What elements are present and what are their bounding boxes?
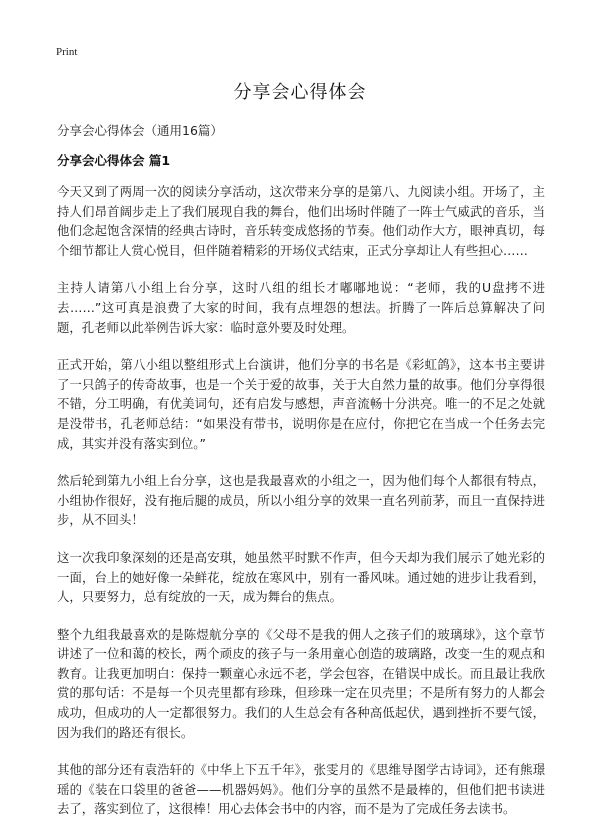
print-label: Print <box>56 46 78 58</box>
paragraph-6: 整个九组我最喜欢的是陈煜航分享的《父母不是我的佣人之孩子们的玻璃球》，这个章节讲述了一位和蔼的校长，两个顽皮的孩子与一条用童心创造的玻璃路，改变一生的观点和教育。让我更加明白：保持一颗童心永远不老，学会包容，在错误中成长。而且最让我欣赏的那句话：不是每一个贝壳里都有珍珠，但珍珠一定在贝壳里；不是所有努力的人都会成功，但成功的人一定都很努力。我们的人生总会有各种高低起伏，遇到挫折不要气馁，因为我们的路还有很长。 <box>57 626 545 740</box>
document-title: 分享会心得体会 <box>233 82 367 103</box>
paragraph-2: 主持人请第八小组上台分享，这时八组的组长才嘟嘟地说：“老师，我的U盘拷不进去……”这可真是浪费了大家的时间，我有点埋怨的想法。折腾了一阵后总算解决了问题，孔老师以此举例告诉大家：临时意外要及时处理。 <box>57 280 545 335</box>
paragraph-3: 正式开始，第八小组以整组形式上台演讲，他们分享的书名是《彩虹鸽》，这本书主要讲了一只鸽子的传奇故事，也是一个关于爱的故事，关于大自然力量的故事。他们分享得很不错，分工明确，有优美词句，还有启发与感想，声音流畅十分洪亮。唯一的不足之处就是没带书，孔老师总结：“如果没有带书，说明你是在应付，你把它在当成一个任务去完成，其实并没有落实到位。” <box>57 357 545 451</box>
paragraph-1: 今天又到了两周一次的阅读分享活动，这次带来分享的是第八、九阅读小组。开场了，主持人们昂首阔步走上了我们展现自我的舞台，他们出场时伴随了一阵士气威武的音乐，当他们念起饱含深情的经典古诗时，音乐转变成悠扬的节奏。他们动作大方，眼神真切，每个细节都让人赏心悦目，但伴随着精彩的开场仪式结束，正式分享却让人有些担心…… <box>57 184 545 258</box>
section-heading: 分享会心得体会 篇1 <box>57 153 171 168</box>
paragraph-5: 这一次我印象深刻的还是高安琪，她虽然平时默不作声，但今天却为我们展示了她光彩的一面，台上的她好像一朵鲜花，绽放在寒风中，别有一番风味。通过她的进步让我看到，人，只要努力，总有绽放的一天，成为舞台的焦点。 <box>57 549 545 605</box>
paragraph-7: 其他的部分还有袁浩轩的《中华上下五千年》，张雯月的《思维导图学古诗词》，还有熊璟瑶的《装在口袋里的爸爸——机器妈妈》。他们分享的虽然不是最棒的，但他们把书读进去了，落实到位了，这很棒！用心去体会书中的内容，而不是为了完成任务去读书。 <box>57 762 545 817</box>
article-body <box>57 182 545 837</box>
document-subtitle: 分享会心得体会（通用16篇） <box>57 123 223 138</box>
paragraph-4: 然后轮到第九小组上台分享，这也是我最喜欢的小组之一，因为他们每个人都很有特点，小组协作很好，没有拖后腿的成员，所以小组分享的效果一直名列前茅，而且一直保持进步，从不回头！ <box>57 473 545 528</box>
